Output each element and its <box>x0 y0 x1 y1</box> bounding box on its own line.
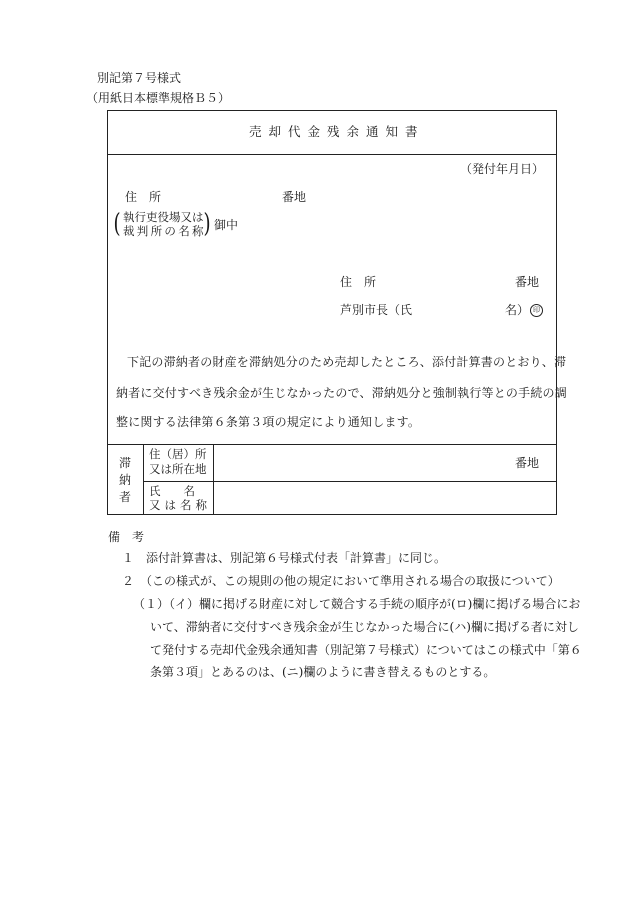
title-divider <box>107 154 557 155</box>
delinquent-name-label-1: 氏 名 <box>149 484 195 498</box>
delinquent-label-divider <box>143 444 144 515</box>
delinquent-banchi: 番地 <box>515 456 540 470</box>
recipient-name-line2: 裁判所の名称 <box>123 224 206 238</box>
recipient-name-line1: 執行吏役場又は <box>123 210 204 224</box>
notes-heading: 備 考 <box>108 530 145 544</box>
note-item-2: ２ （この様式が、この規則の他の規定において準用される場合の取扱について） <box>122 574 560 588</box>
delinquent-field-divider <box>213 444 214 515</box>
delinquent-label-2: 納 <box>119 473 132 487</box>
mayor-label: 芦別市長（氏 <box>340 303 413 317</box>
sender-address-label: 住 所 <box>340 275 377 289</box>
paper-size-note: （用紙日本標準規格Ｂ５） <box>86 91 231 105</box>
delinquent-address-label-1: 住（居）所 <box>149 447 207 461</box>
delinquent-label-3: 者 <box>119 490 132 504</box>
recipient-suffix: 御中 <box>214 218 239 232</box>
delinquent-name-label-2: 又は名称 <box>149 498 211 512</box>
note-sub1-line4: 条第３項」とあるのは、(ニ)欄のように書き替えるものとする。 <box>150 665 496 679</box>
right-paren: ) <box>203 209 211 239</box>
sender-banchi: 番地 <box>515 275 540 289</box>
seal-icon: 印 <box>530 304 543 317</box>
left-paren: ( <box>113 209 121 239</box>
recipient-address-label: 住 所 <box>125 190 162 204</box>
form-number: 別記第７号様式 <box>97 71 182 85</box>
issue-date: （発付年月日） <box>460 162 545 176</box>
note-sub1-line3: て発付する売却代金残余通知書（別記第７号様式）についてはこの様式中「第６ <box>150 643 582 657</box>
name-close-text: 名） <box>505 303 530 317</box>
mayor-name-close <box>505 304 543 317</box>
recipient-banchi: 番地 <box>282 190 307 204</box>
body-line-2: 納者に交付すべき残余金が生じなかったので、滞納処分と強制執行等との手続の調 <box>116 386 567 400</box>
body-line-3: 整に関する法律第６条第３項の規定により通知します。 <box>116 415 421 429</box>
delinquent-table-top <box>107 444 557 445</box>
note-sub1-line1: （１）（イ）欄に掲げる財産に対して競合する手続の順序が(ロ)欄に掲げる場合にお <box>133 597 581 611</box>
delinquent-label-1: 滞 <box>119 456 132 470</box>
body-line-1: 下記の滞納者の財産を滞納処分のため売却したところ、添付計算書のとおり、滞 <box>127 355 567 369</box>
form-title: 売却代金残余通知書 <box>249 124 425 139</box>
delinquent-row-divider <box>143 481 557 482</box>
note-item-1: １ 添付計算書は、別記第６号様式付表「計算書」に同じ。 <box>122 551 447 565</box>
delinquent-address-label-2: 又は所在地 <box>149 462 207 476</box>
note-sub1-line2: いて、滞納者に交付すべき残余金が生じなかった場合に(ハ)欄に掲げる者に対し <box>150 620 579 634</box>
